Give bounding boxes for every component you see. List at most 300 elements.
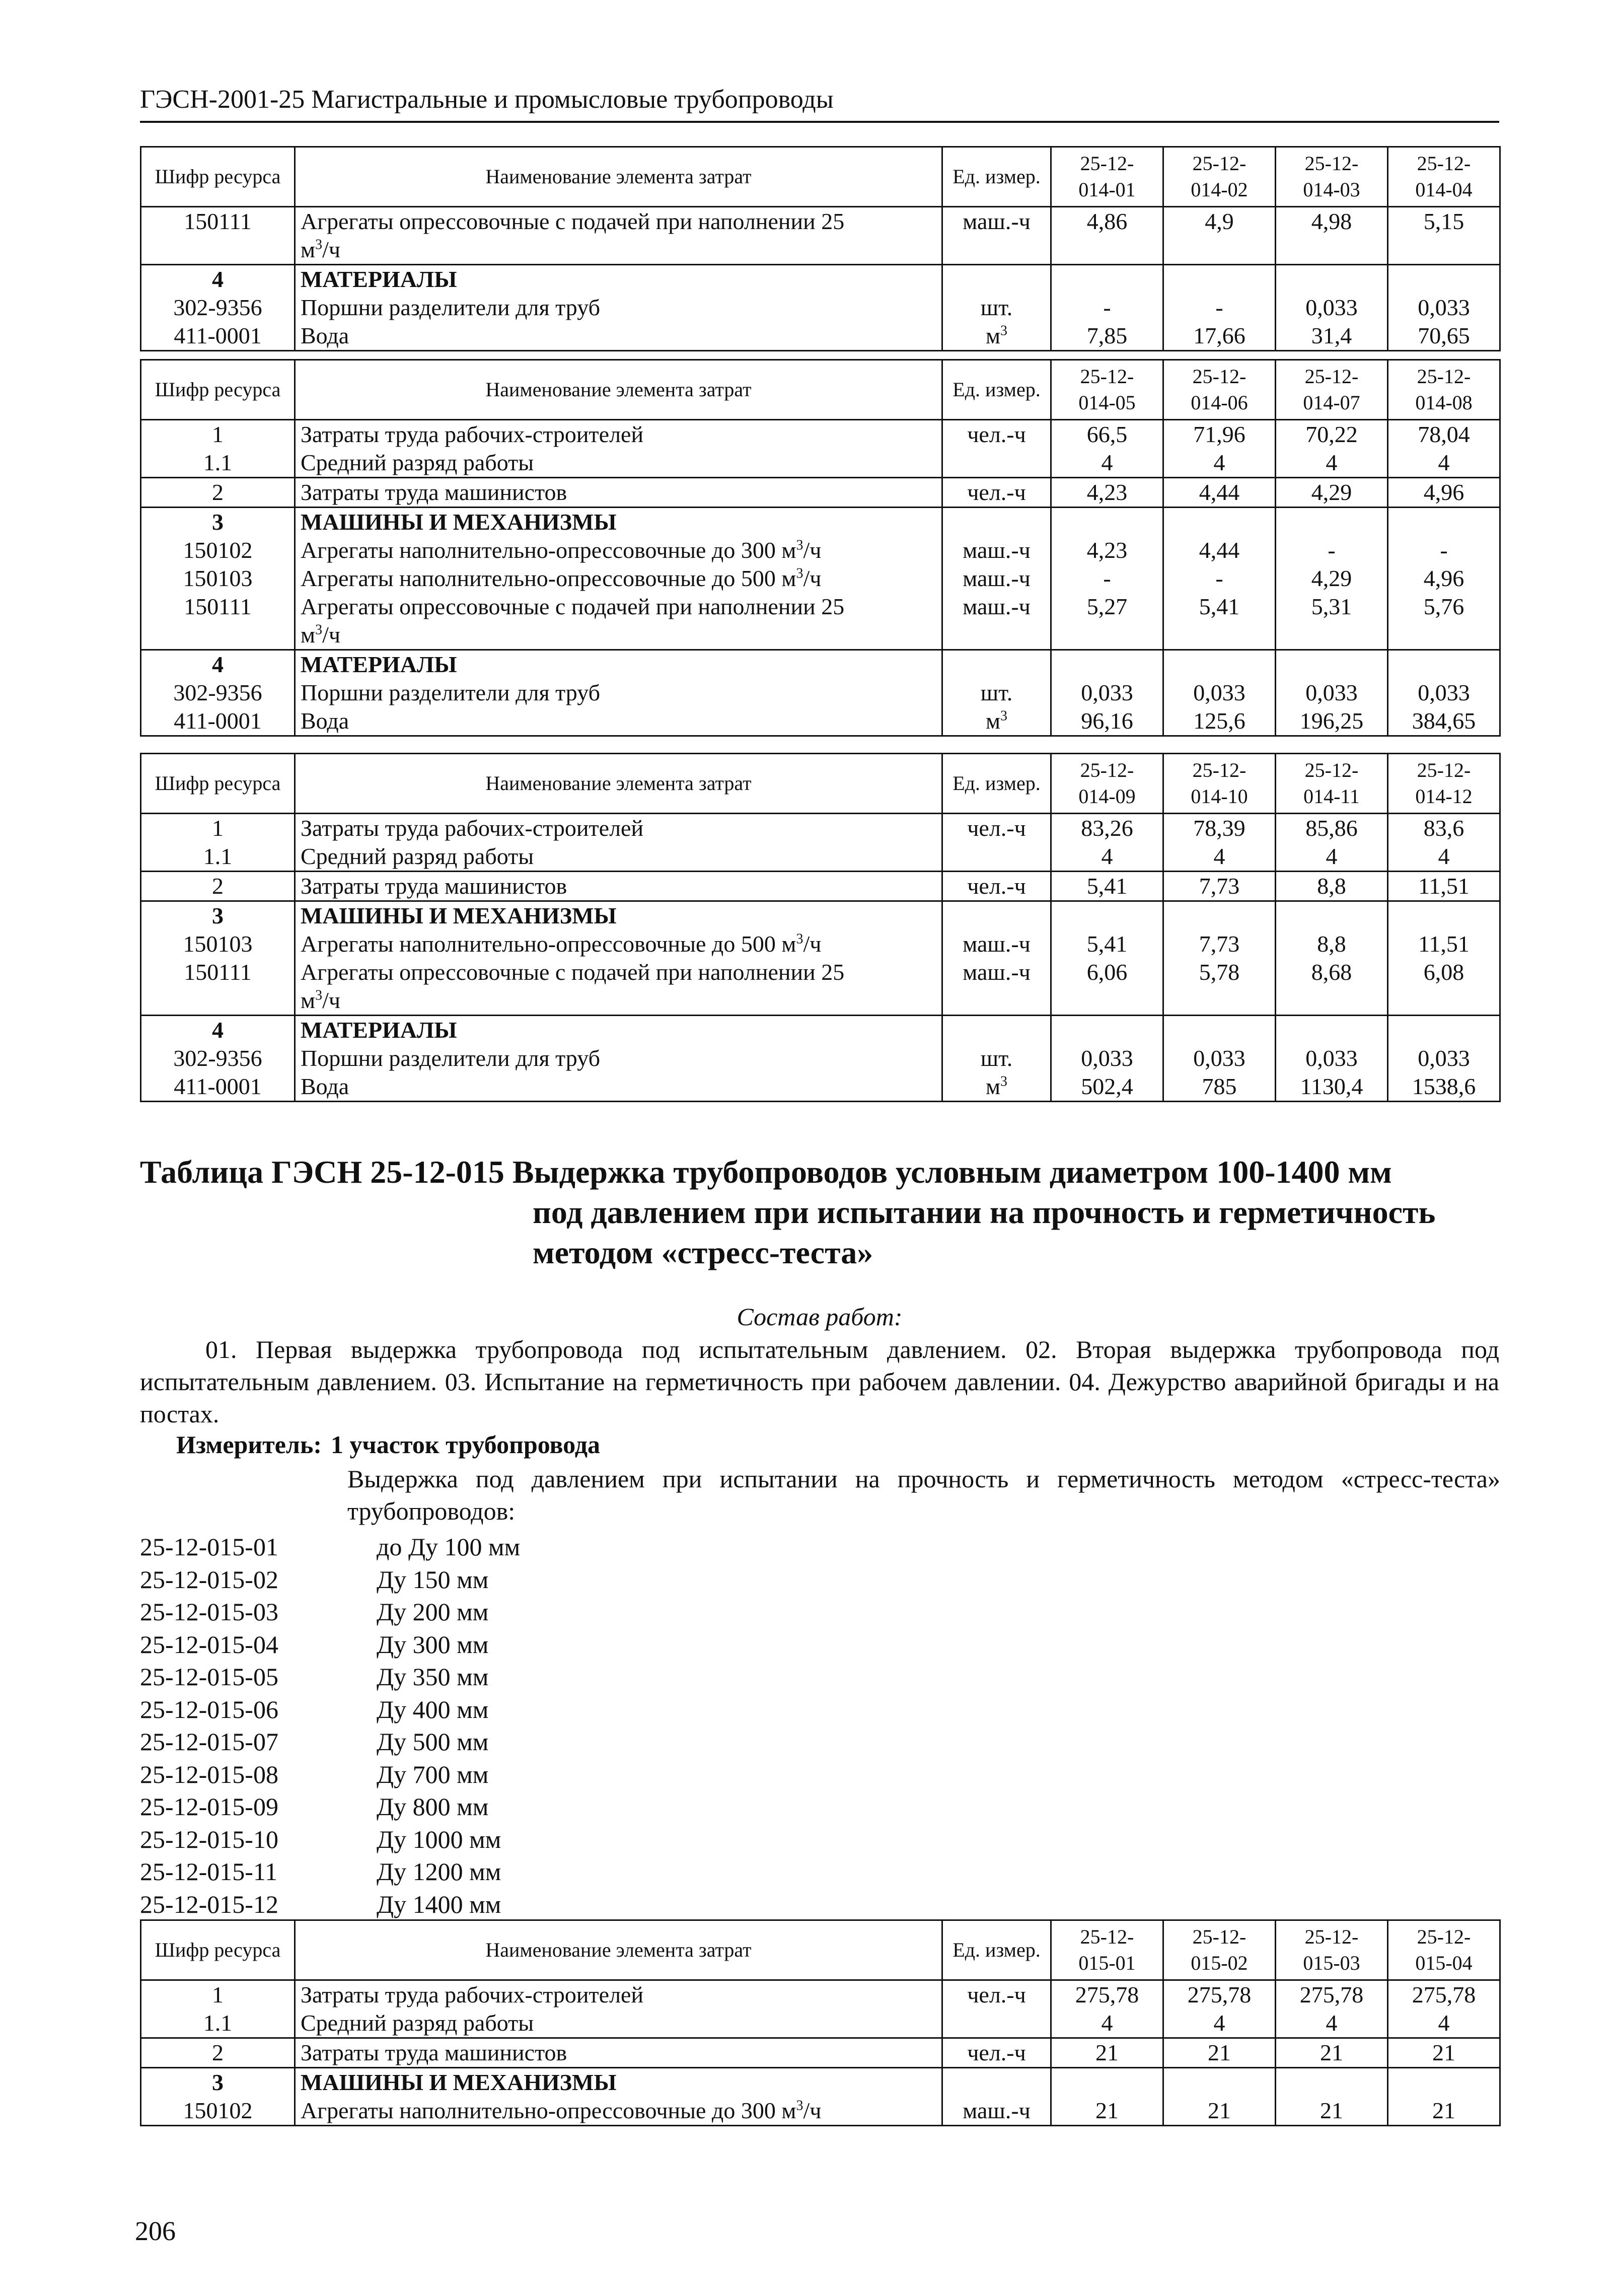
resource-name: Агрегаты наполнительно-опрессовочные до 500 $м^3/ч$ bbox=[295, 930, 942, 958]
norm-code-part: 014-05 bbox=[1078, 391, 1136, 414]
item-text: Ду 200 мм bbox=[377, 1598, 489, 1626]
norm-value bbox=[1276, 2068, 1388, 2097]
resource-name: Затраты труда машинистов bbox=[295, 2038, 942, 2068]
norm-code-part: 25-12- bbox=[1417, 759, 1471, 781]
table-row bbox=[141, 593, 1500, 650]
norm-value: 4 bbox=[1163, 2009, 1276, 2038]
resource-unit: маш.-ч bbox=[942, 2097, 1051, 2126]
norm-value: 502,4 bbox=[1051, 1072, 1163, 1102]
list-item bbox=[140, 1790, 520, 1823]
resource-unit bbox=[942, 265, 1051, 294]
norm-value: 0,033 bbox=[1051, 1044, 1163, 1072]
resource-table-2 bbox=[140, 359, 1501, 737]
table-row bbox=[141, 478, 1500, 508]
norm-value: - bbox=[1051, 564, 1163, 593]
resource-unit: чел.-ч bbox=[942, 872, 1051, 901]
norm-value bbox=[1388, 1016, 1500, 1045]
resource-unit: $м^3$ bbox=[942, 1072, 1051, 1102]
resource-code: 4 bbox=[141, 1016, 295, 1045]
resource-name: Вода bbox=[295, 1072, 942, 1102]
norm-value: 21 bbox=[1388, 2097, 1500, 2126]
list-item bbox=[140, 1855, 520, 1888]
norm-value: 78,04 bbox=[1388, 420, 1500, 449]
item-code: 25-12-015-11 bbox=[140, 1857, 278, 1886]
resource-name: Поршни разделители для труб bbox=[295, 679, 942, 707]
norm-value: 70,65 bbox=[1388, 322, 1500, 351]
norm-value: - bbox=[1163, 564, 1276, 593]
resource-code: 150103 bbox=[141, 930, 295, 958]
norm-code-part: 25-12- bbox=[1192, 1925, 1246, 1948]
resource-name: Затраты труда рабочих-строителей bbox=[295, 1980, 942, 2010]
header-name: Наименование элемента затрат bbox=[295, 360, 942, 420]
norm-value: 11,51 bbox=[1388, 872, 1500, 901]
norm-code-part: 014-04 bbox=[1415, 178, 1473, 201]
table-description: Выдержка под давлением при испытании на прочность и герметичность методом «стресс-теста» трубопроводов: bbox=[347, 1465, 1500, 1525]
item-text: до Ду 100 мм bbox=[377, 1533, 521, 1561]
table-row bbox=[141, 842, 1500, 872]
resource-code: 1.1 bbox=[141, 2009, 295, 2038]
norm-value: 21 bbox=[1163, 2097, 1276, 2126]
header-code: Шифр ресурса bbox=[141, 1920, 295, 1980]
resource-unit bbox=[942, 650, 1051, 679]
norm-value: 4 bbox=[1051, 2009, 1163, 2038]
norm-value: 5,27 bbox=[1051, 593, 1163, 650]
norm-value: - bbox=[1276, 536, 1388, 564]
resource-code: 411-0001 bbox=[141, 707, 295, 736]
norm-value: 0,033 bbox=[1276, 294, 1388, 322]
norm-value: 8,8 bbox=[1276, 930, 1388, 958]
norm-value: 83,6 bbox=[1388, 814, 1500, 843]
header-norm-code bbox=[1163, 360, 1276, 420]
norm-value: 4,44 bbox=[1163, 536, 1276, 564]
norm-value: 4,96 bbox=[1388, 564, 1500, 593]
norm-value: 4,29 bbox=[1276, 564, 1388, 593]
item-code: 25-12-015-06 bbox=[140, 1695, 278, 1724]
item-code: 25-12-015-05 bbox=[140, 1663, 278, 1691]
resource-code: 2 bbox=[141, 2038, 295, 2068]
norm-value: 5,41 bbox=[1051, 930, 1163, 958]
header-norm-code bbox=[1388, 147, 1500, 207]
resource-unit: чел.-ч bbox=[942, 1980, 1051, 2010]
norm-value bbox=[1163, 2068, 1276, 2097]
resource-unit: маш.-ч bbox=[942, 930, 1051, 958]
norm-value: 4,23 bbox=[1051, 478, 1163, 508]
composition-text: 01. Первая выдержка трубопровода под испытательным давлением. 02. Вторая выдержка трубопровода под испытательным давлением. 03. Испытание на герметичность при рабочем давлении. 04. Дежурство аварийной бригады и на постах. bbox=[140, 1335, 1499, 1428]
norm-code-part: 25-12- bbox=[1080, 1925, 1134, 1948]
list-item bbox=[140, 1888, 520, 1921]
resource-code: 150111 bbox=[141, 207, 295, 265]
norm-value: - bbox=[1163, 294, 1276, 322]
resource-code: 3 bbox=[141, 508, 295, 537]
table-row bbox=[141, 930, 1500, 958]
header-norm-code bbox=[1051, 754, 1163, 814]
resource-code: 1 bbox=[141, 814, 295, 843]
norm-value bbox=[1276, 901, 1388, 930]
norm-value: 0,033 bbox=[1163, 1044, 1276, 1072]
resource-unit: маш.-ч bbox=[942, 536, 1051, 564]
norm-code-part: 25-12- bbox=[1080, 152, 1134, 175]
norm-value bbox=[1163, 508, 1276, 537]
list-item bbox=[140, 1531, 520, 1563]
resource-code: 1 bbox=[141, 1980, 295, 2010]
norm-value bbox=[1051, 1016, 1163, 1045]
resource-table-3 bbox=[140, 753, 1501, 1102]
item-text: Ду 1000 мм bbox=[377, 1825, 501, 1853]
norm-code-part: 25-12- bbox=[1304, 759, 1359, 781]
table-row bbox=[141, 207, 1500, 265]
norm-value: 0,033 bbox=[1388, 1044, 1500, 1072]
norm-value: 66,5 bbox=[1051, 420, 1163, 449]
norm-value: 4,44 bbox=[1163, 478, 1276, 508]
table-row bbox=[141, 707, 1500, 736]
norm-value: 5,78 bbox=[1163, 958, 1276, 1016]
item-text: Ду 700 мм bbox=[377, 1760, 489, 1788]
resource-code: 1.1 bbox=[141, 449, 295, 478]
norm-value: 275,78 bbox=[1163, 1980, 1276, 2010]
resource-unit: маш.-ч bbox=[942, 207, 1051, 265]
norm-value bbox=[1051, 508, 1163, 537]
table-row bbox=[141, 2038, 1500, 2068]
header-code: Шифр ресурса bbox=[141, 360, 295, 420]
resource-table-1 bbox=[140, 146, 1501, 351]
resource-table-4 bbox=[140, 1919, 1501, 2126]
table-row bbox=[141, 901, 1500, 930]
resource-unit: чел.-ч bbox=[942, 478, 1051, 508]
table-row bbox=[141, 1072, 1500, 1102]
resource-name: Затраты труда машинистов bbox=[295, 478, 942, 508]
table-row bbox=[141, 872, 1500, 901]
norm-value bbox=[1388, 2068, 1500, 2097]
resource-code: 1.1 bbox=[141, 842, 295, 872]
header-norm-code bbox=[1388, 360, 1500, 420]
norm-code-part: 014-06 bbox=[1191, 391, 1248, 414]
table-row bbox=[141, 265, 1500, 294]
resource-code: 2 bbox=[141, 478, 295, 508]
norm-code-part: 25-12- bbox=[1192, 759, 1246, 781]
running-header: ГЭСН-2001-25 Магистральные и промысловые трубопроводы bbox=[140, 85, 834, 114]
norm-code-part: 014-10 bbox=[1191, 785, 1248, 808]
resource-unit: $м^3$ bbox=[942, 707, 1051, 736]
table-row bbox=[141, 679, 1500, 707]
item-code: 25-12-015-12 bbox=[140, 1890, 278, 1918]
list-item bbox=[140, 1758, 520, 1791]
norm-code-part: 25-12- bbox=[1417, 1925, 1471, 1948]
norm-value bbox=[1051, 901, 1163, 930]
norm-value: 4,9 bbox=[1163, 207, 1276, 265]
resource-unit: чел.-ч bbox=[942, 420, 1051, 449]
norm-value: 0,033 bbox=[1276, 679, 1388, 707]
norm-value bbox=[1051, 650, 1163, 679]
norm-code-part: 014-11 bbox=[1303, 785, 1360, 808]
norm-value: 4 bbox=[1388, 449, 1500, 478]
list-item bbox=[140, 1628, 520, 1661]
header-name: Наименование элемента затрат bbox=[295, 754, 942, 814]
norm-value: 7,73 bbox=[1163, 872, 1276, 901]
resource-code: 302-9356 bbox=[141, 679, 295, 707]
resource-name: МАШИНЫ И МЕХАНИЗМЫ bbox=[295, 508, 942, 537]
resource-unit: шт. bbox=[942, 294, 1051, 322]
norm-code-part: 014-03 bbox=[1303, 178, 1360, 201]
header-rule bbox=[140, 121, 1499, 123]
norm-value: 785 bbox=[1163, 1072, 1276, 1102]
header-code: Шифр ресурса bbox=[141, 754, 295, 814]
norm-value: - bbox=[1051, 294, 1163, 322]
resource-unit: шт. bbox=[942, 679, 1051, 707]
resource-code: 302-9356 bbox=[141, 294, 295, 322]
meter-label: Измеритель: bbox=[176, 1430, 322, 1459]
resource-unit: чел.-ч bbox=[942, 2038, 1051, 2068]
header-code: Шифр ресурса bbox=[141, 147, 295, 207]
table-title-line-3: методом «стресс-теста» bbox=[533, 1235, 873, 1270]
norm-code-part: 014-12 bbox=[1415, 785, 1473, 808]
resource-unit: маш.-ч bbox=[942, 593, 1051, 650]
norm-value: 1130,4 bbox=[1276, 1072, 1388, 1102]
table-title-line-2: под давлением при испытании на прочность и герметичность bbox=[533, 1194, 1436, 1230]
resource-unit: маш.-ч bbox=[942, 958, 1051, 1016]
item-text: Ду 350 мм bbox=[377, 1663, 489, 1691]
table-row bbox=[141, 2009, 1500, 2038]
norm-value: 4 bbox=[1051, 842, 1163, 872]
norm-value: 4 bbox=[1276, 2009, 1388, 2038]
table-title-line-1: Таблица ГЭСН 25-12-015 Выдержка трубопроводов условным диаметром 100-1400 мм bbox=[140, 1154, 1392, 1190]
header-norm-code bbox=[1276, 147, 1388, 207]
resource-name: Средний разряд работы bbox=[295, 449, 942, 478]
norm-value: 4 bbox=[1163, 842, 1276, 872]
resource-name: МАТЕРИАЛЫ bbox=[295, 1016, 942, 1045]
norm-value bbox=[1163, 265, 1276, 294]
resource-unit: маш.-ч bbox=[942, 564, 1051, 593]
item-text: Ду 500 мм bbox=[377, 1728, 489, 1756]
norm-value: 83,26 bbox=[1051, 814, 1163, 843]
norm-value: 4,86 bbox=[1051, 207, 1163, 265]
resource-name: Агрегаты опрессовочные с подачей при наполнении 25 $м^3/ч$ bbox=[295, 593, 942, 650]
resource-name: Затраты труда машинистов bbox=[295, 872, 942, 901]
norm-code-part: 25-12- bbox=[1417, 365, 1471, 388]
resource-code: 2 bbox=[141, 872, 295, 901]
norm-value: 71,96 bbox=[1163, 420, 1276, 449]
norm-code-part: 25-12- bbox=[1192, 365, 1246, 388]
norm-value bbox=[1388, 508, 1500, 537]
resource-name: Агрегаты наполнительно-опрессовочные до 500 $м^3/ч$ bbox=[295, 564, 942, 593]
norm-value: - bbox=[1388, 536, 1500, 564]
norm-value: 78,39 bbox=[1163, 814, 1276, 843]
resource-name: Средний разряд работы bbox=[295, 2009, 942, 2038]
item-code: 25-12-015-07 bbox=[140, 1728, 278, 1756]
resource-unit bbox=[942, 449, 1051, 478]
resource-unit: $м^3$ bbox=[942, 322, 1051, 351]
table-row bbox=[141, 2068, 1500, 2097]
norm-value bbox=[1276, 508, 1388, 537]
resource-name: МАТЕРИАЛЫ bbox=[295, 650, 942, 679]
resource-name: Агрегаты наполнительно-опрессовочные до 300 $м^3/ч$ bbox=[295, 536, 942, 564]
norm-value: 5,15 bbox=[1388, 207, 1500, 265]
resource-code: 302-9356 bbox=[141, 1044, 295, 1072]
header-unit: Ед. измер. bbox=[942, 1920, 1051, 1980]
norm-value: 4 bbox=[1388, 842, 1500, 872]
resource-unit bbox=[942, 508, 1051, 537]
header-norm-code bbox=[1163, 147, 1276, 207]
norm-value bbox=[1051, 265, 1163, 294]
resource-name: МАШИНЫ И МЕХАНИЗМЫ bbox=[295, 2068, 942, 2097]
table-row bbox=[141, 420, 1500, 449]
resource-code: 150102 bbox=[141, 2097, 295, 2126]
table-row bbox=[141, 564, 1500, 593]
norm-value: 4,98 bbox=[1276, 207, 1388, 265]
resource-code: 3 bbox=[141, 901, 295, 930]
header-norm-code bbox=[1163, 754, 1276, 814]
resource-name: Агрегаты наполнительно-опрессовочные до 300 $м^3/ч$ bbox=[295, 2097, 942, 2126]
resource-name: Агрегаты опрессовочные с подачей при наполнении 25 $м^3/ч$ bbox=[295, 958, 942, 1016]
resource-unit: чел.-ч bbox=[942, 814, 1051, 843]
norm-value: 4,23 bbox=[1051, 536, 1163, 564]
table-row bbox=[141, 1016, 1500, 1045]
resource-name: Средний разряд работы bbox=[295, 842, 942, 872]
table-row bbox=[141, 294, 1500, 322]
resource-code: 150103 bbox=[141, 564, 295, 593]
norm-value: 6,08 bbox=[1388, 958, 1500, 1016]
resource-name: Поршни разделители для труб bbox=[295, 1044, 942, 1072]
norm-value: 1538,6 bbox=[1388, 1072, 1500, 1102]
resource-code: 3 bbox=[141, 2068, 295, 2097]
norm-value: 4 bbox=[1276, 842, 1388, 872]
norm-code-part: 25-12- bbox=[1304, 1925, 1359, 1948]
item-code: 25-12-015-04 bbox=[140, 1630, 278, 1659]
norm-code-part: 015-04 bbox=[1415, 1952, 1473, 1974]
norm-value: 31,4 bbox=[1276, 322, 1388, 351]
header-norm-code bbox=[1276, 754, 1388, 814]
norm-value bbox=[1276, 265, 1388, 294]
item-code: 25-12-015-08 bbox=[140, 1760, 278, 1788]
norm-value: 7,73 bbox=[1163, 930, 1276, 958]
header-unit: Ед. измер. bbox=[942, 754, 1051, 814]
header-norm-code bbox=[1388, 754, 1500, 814]
header-norm-code bbox=[1051, 147, 1163, 207]
table-row bbox=[141, 508, 1500, 537]
item-code: 25-12-015-10 bbox=[140, 1825, 278, 1853]
norm-value: 5,41 bbox=[1051, 872, 1163, 901]
resource-code: 150111 bbox=[141, 593, 295, 650]
norm-value: 275,78 bbox=[1388, 1980, 1500, 2010]
norm-code-part: 015-01 bbox=[1078, 1952, 1136, 1974]
meter bbox=[176, 1430, 600, 1459]
table-row bbox=[141, 1980, 1500, 2010]
resource-name: МАШИНЫ И МЕХАНИЗМЫ bbox=[295, 901, 942, 930]
norm-item-list bbox=[140, 1531, 520, 1920]
resource-name: Вода bbox=[295, 322, 942, 351]
header-norm-code bbox=[1163, 1920, 1276, 1980]
norm-value: 0,033 bbox=[1276, 1044, 1388, 1072]
resource-code: 411-0001 bbox=[141, 322, 295, 351]
norm-value: 21 bbox=[1051, 2097, 1163, 2126]
norm-value bbox=[1051, 2068, 1163, 2097]
table-row bbox=[141, 814, 1500, 843]
norm-value bbox=[1388, 901, 1500, 930]
norm-value: 5,76 bbox=[1388, 593, 1500, 650]
norm-value: 7,85 bbox=[1051, 322, 1163, 351]
item-code: 25-12-015-02 bbox=[140, 1565, 278, 1594]
norm-value bbox=[1163, 901, 1276, 930]
list-item bbox=[140, 1661, 520, 1693]
norm-value: 11,51 bbox=[1388, 930, 1500, 958]
norm-value: 5,41 bbox=[1163, 593, 1276, 650]
norm-value: 8,8 bbox=[1276, 872, 1388, 901]
resource-name: МАТЕРИАЛЫ bbox=[295, 265, 942, 294]
norm-code-part: 014-09 bbox=[1078, 785, 1136, 808]
norm-value bbox=[1276, 650, 1388, 679]
header-name: Наименование элемента затрат bbox=[295, 1920, 942, 1980]
norm-value: 21 bbox=[1163, 2038, 1276, 2068]
item-code: 25-12-015-09 bbox=[140, 1792, 278, 1821]
header-name: Наименование элемента затрат bbox=[295, 147, 942, 207]
list-item bbox=[140, 1563, 520, 1596]
item-text: Ду 150 мм bbox=[377, 1565, 489, 1594]
table-row bbox=[141, 958, 1500, 1016]
list-item bbox=[140, 1823, 520, 1856]
norm-value: 275,78 bbox=[1051, 1980, 1163, 2010]
resource-code: 4 bbox=[141, 650, 295, 679]
table-row bbox=[141, 650, 1500, 679]
norm-value: 0,033 bbox=[1163, 679, 1276, 707]
item-text: Ду 800 мм bbox=[377, 1792, 489, 1821]
norm-value: 17,66 bbox=[1163, 322, 1276, 351]
norm-value: 0,033 bbox=[1388, 294, 1500, 322]
norm-code-part: 015-02 bbox=[1191, 1952, 1248, 1974]
norm-value: 0,033 bbox=[1388, 679, 1500, 707]
header-norm-code bbox=[1051, 360, 1163, 420]
resource-name: Поршни разделители для труб bbox=[295, 294, 942, 322]
resource-code: 150102 bbox=[141, 536, 295, 564]
table-row bbox=[141, 322, 1500, 351]
resource-code: 1 bbox=[141, 420, 295, 449]
norm-code-part: 25-12- bbox=[1080, 365, 1134, 388]
norm-code-part: 015-03 bbox=[1303, 1952, 1360, 1974]
table-row bbox=[141, 1044, 1500, 1072]
norm-value: 4,29 bbox=[1276, 478, 1388, 508]
resource-unit bbox=[942, 1016, 1051, 1045]
header-norm-code bbox=[1276, 1920, 1388, 1980]
norm-value: 21 bbox=[1051, 2038, 1163, 2068]
norm-value: 21 bbox=[1388, 2038, 1500, 2068]
resource-unit bbox=[942, 842, 1051, 872]
norm-value bbox=[1163, 650, 1276, 679]
list-item bbox=[140, 1726, 520, 1758]
norm-code-part: 25-12- bbox=[1080, 759, 1134, 781]
norm-value: 275,78 bbox=[1276, 1980, 1388, 2010]
item-code: 25-12-015-03 bbox=[140, 1598, 278, 1626]
norm-value bbox=[1388, 265, 1500, 294]
table-title bbox=[140, 1152, 1499, 1273]
norm-value: 4 bbox=[1051, 449, 1163, 478]
resource-name: Вода bbox=[295, 707, 942, 736]
norm-value: 21 bbox=[1276, 2038, 1388, 2068]
norm-code-part: 014-02 bbox=[1191, 178, 1248, 201]
norm-value: 4,96 bbox=[1388, 478, 1500, 508]
item-text: Ду 1200 мм bbox=[377, 1857, 501, 1886]
meter-value: 1 участок трубопровода bbox=[331, 1430, 601, 1459]
resource-code: 4 bbox=[141, 265, 295, 294]
norm-value bbox=[1163, 1016, 1276, 1045]
norm-value: 125,6 bbox=[1163, 707, 1276, 736]
item-text: Ду 400 мм bbox=[377, 1695, 489, 1724]
resource-code: 411-0001 bbox=[141, 1072, 295, 1102]
norm-value: 4 bbox=[1388, 2009, 1500, 2038]
norm-value: 96,16 bbox=[1051, 707, 1163, 736]
resource-code: 150111 bbox=[141, 958, 295, 1016]
header-norm-code bbox=[1388, 1920, 1500, 1980]
resource-unit bbox=[942, 2068, 1051, 2097]
table-row bbox=[141, 2097, 1500, 2126]
header-unit: Ед. измер. bbox=[942, 147, 1051, 207]
